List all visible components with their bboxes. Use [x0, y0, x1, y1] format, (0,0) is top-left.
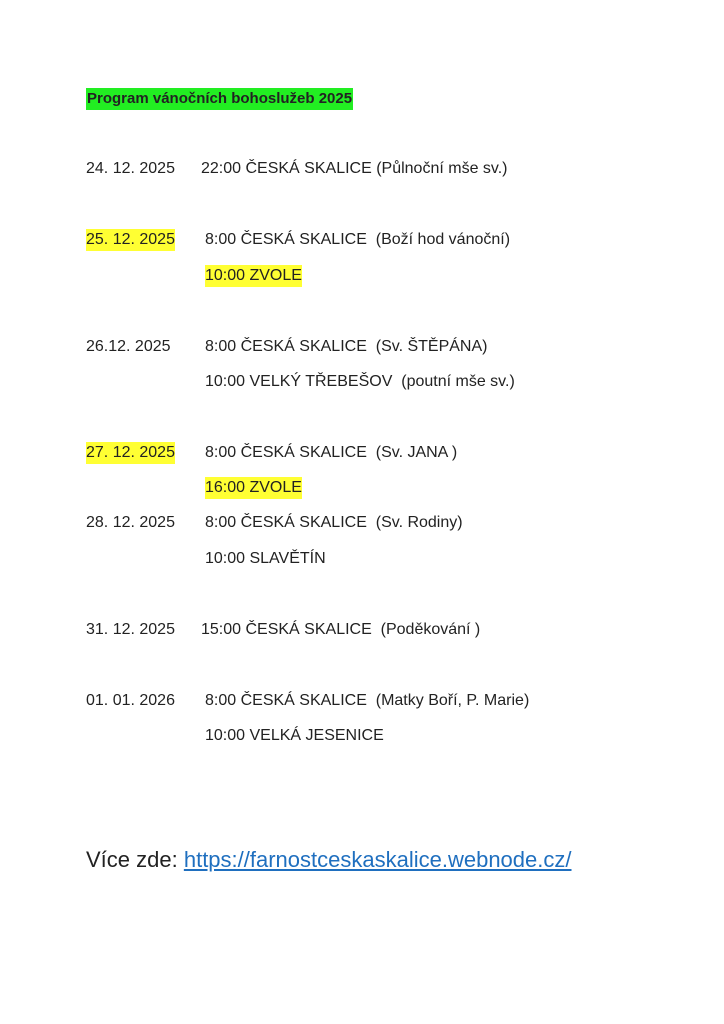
- entry-service: 22:00 ČESKÁ SKALICE (Půlnoční mše sv.): [201, 160, 508, 177]
- entry-date: 25. 12. 2025: [86, 229, 175, 251]
- entry-service: 8:00 ČESKÁ SKALICE (Sv. JANA ): [205, 444, 458, 461]
- entry-service-secondary: 10:00 VELKÁ JESENICE: [205, 727, 384, 744]
- entry-date: 26.12. 2025: [86, 338, 171, 355]
- page-title: Program vánočních bohoslužeb 2025: [86, 88, 353, 110]
- entry-service: 15:00 ČESKÁ SKALICE (Poděkování ): [201, 621, 481, 638]
- entry-service: 8:00 ČESKÁ SKALICE (Sv. ŠTĚPÁNA): [205, 338, 488, 355]
- entry-date: 27. 12. 2025: [86, 442, 175, 464]
- entry-service-secondary: 16:00 ZVOLE: [205, 477, 302, 499]
- entry-date: 28. 12. 2025: [86, 514, 175, 531]
- website-link[interactable]: https://farnostceskaskalice.webnode.cz/: [183, 847, 572, 872]
- entry-service: 8:00 ČESKÁ SKALICE (Sv. Rodiny): [205, 514, 463, 531]
- entry-service-secondary: 10:00 ZVOLE: [205, 265, 302, 287]
- more-info: [86, 845, 572, 875]
- entry-date: 01. 01. 2026: [86, 692, 175, 709]
- more-info-label: Více zde:: [86, 847, 184, 872]
- entry-service-secondary: 10:00 SLAVĚTÍN: [205, 550, 326, 567]
- entry-date: 31. 12. 2025: [86, 621, 175, 638]
- entry-service: 8:00 ČESKÁ SKALICE (Boží hod vánoční): [205, 231, 511, 248]
- entry-service: 8:00 ČESKÁ SKALICE (Matky Boří, P. Marie): [205, 692, 530, 709]
- entry-date: 24. 12. 2025: [86, 160, 175, 177]
- entry-service-secondary: 10:00 VELKÝ TŘEBEŠOV (poutní mše sv.): [205, 373, 515, 390]
